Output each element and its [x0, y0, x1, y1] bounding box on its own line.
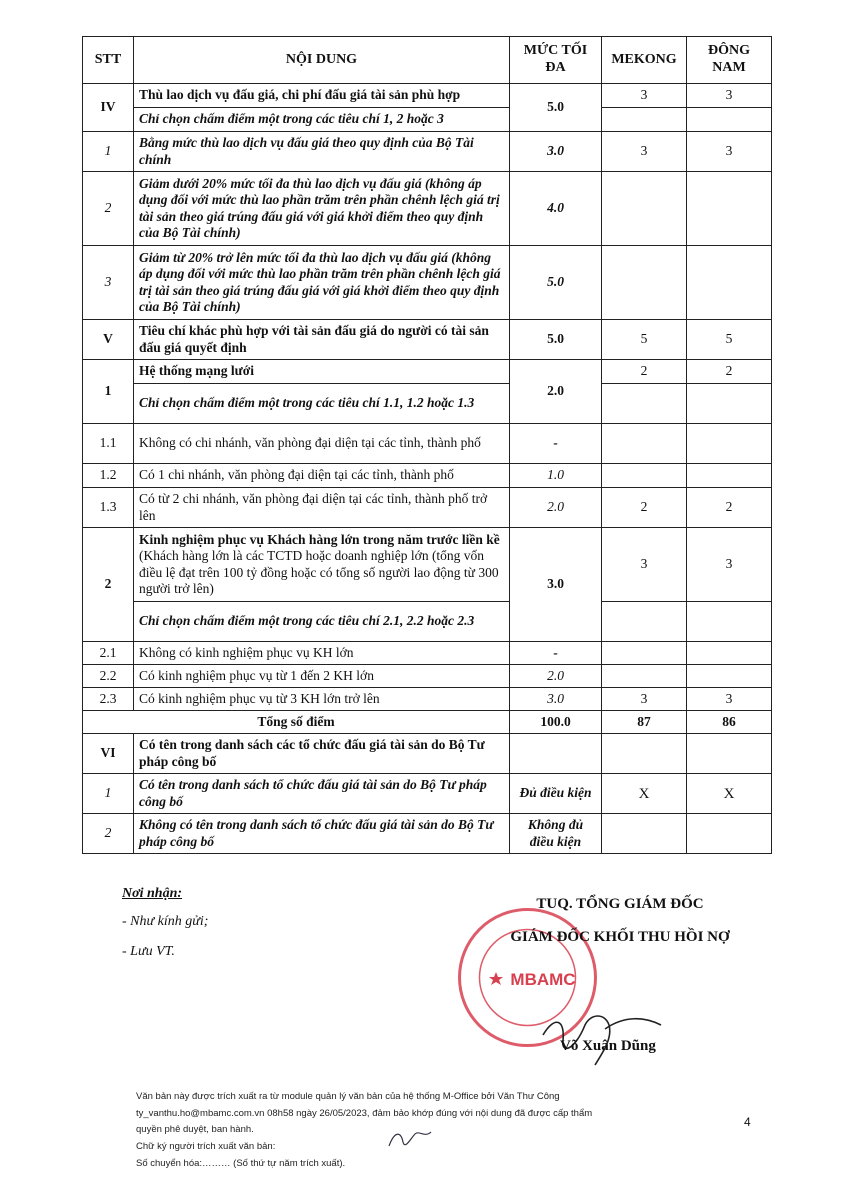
header-dongnam: ĐÔNG NAM [687, 37, 772, 84]
table-row [83, 108, 772, 132]
row-content: Có kinh nghiệm phục vụ từ 1 đến 2 KH lớn [134, 665, 510, 688]
row-stt: 1 [83, 360, 134, 424]
row-max: 5.0 [510, 84, 602, 132]
row-max: 2.0 [510, 360, 602, 424]
row-stt: 2 [83, 172, 134, 246]
row-content: Không có chi nhánh, văn phòng đại diện tại các tỉnh, thành phố [134, 424, 510, 464]
row-max: 4.0 [510, 172, 602, 246]
table-row [83, 734, 772, 774]
total-label: Tổng số điểm [83, 711, 510, 734]
signer-title-1: TUQ. TỔNG GIÁM ĐỐC [536, 896, 704, 912]
table-row [83, 688, 772, 711]
footer-line: Văn bản này được trích xuất ra từ module quản lý văn bản của hệ thống M-Office bởi Văn Thư Công [136, 1091, 560, 1102]
row-content: Thù lao dịch vụ đấu giá, chi phí đấu giá tài sản phù hợp [134, 84, 510, 108]
header-mekong: MEKONG [602, 37, 687, 84]
row-stt: 2 [83, 528, 134, 642]
row-mekong [602, 814, 687, 854]
row-mekong: 3 [602, 84, 687, 108]
total-mekong: 87 [602, 711, 687, 734]
row-dongnam: X [687, 774, 772, 814]
row-stt: VI [83, 734, 134, 774]
recipient-item: - Lưu VT. [122, 944, 175, 959]
row-content-rest: (Khách hàng lớn là các TCTD hoặc doanh nghiệp lớn (tổng vốn điều lệ đạt trên 100 tỷ đồng hoặc có tổng số người lao động từ 300 người trở lên) [139, 548, 499, 596]
row-dongnam [687, 108, 772, 132]
row-mekong: 2 [602, 360, 687, 384]
total-max: 100.0 [510, 711, 602, 734]
table-row [83, 642, 772, 665]
footer-line: quyền phê duyệt, ban hành. [136, 1124, 254, 1136]
seal-brand: MBAMC [510, 970, 576, 989]
row-mekong [602, 172, 687, 246]
row-mekong [602, 108, 687, 132]
row-dongnam [687, 424, 772, 464]
table-row [83, 464, 772, 488]
table-row [83, 246, 772, 320]
table-row [83, 424, 772, 464]
row-dongnam: 5 [687, 320, 772, 360]
recipient-item: - Như kính gửi; [122, 914, 209, 929]
row-mekong [602, 665, 687, 688]
row-max: - [510, 424, 602, 464]
table-row [83, 528, 772, 602]
row-mekong [602, 384, 687, 424]
row-dongnam [687, 464, 772, 488]
row-mekong [602, 602, 687, 642]
row-note: Chỉ chọn chấm điểm một trong các tiêu chí 2.1, 2.2 hoặc 2.3 [134, 602, 510, 642]
row-max [510, 734, 602, 774]
row-mekong: 3 [602, 688, 687, 711]
table-row [83, 814, 772, 854]
row-content: Có từ 2 chi nhánh, văn phòng đại diện tại các tỉnh, thành phố trở lên [134, 488, 510, 528]
row-content: Không có tên trong danh sách tổ chức đấu giá tài sản do Bộ Tư pháp công bố [134, 814, 510, 854]
row-stt: 1.3 [83, 488, 134, 528]
footer-line: Số chuyển hóa:……… (Số thứ tự năm trích xuất). [136, 1157, 346, 1169]
row-mekong [602, 642, 687, 665]
recipients-title: Nơi nhận: [122, 886, 183, 901]
row-mekong: 3 [602, 528, 687, 602]
row-content: Không có kinh nghiệm phục vụ KH lớn [134, 642, 510, 665]
row-dongnam: 3 [687, 528, 772, 602]
row-dongnam [687, 642, 772, 665]
extractor-signature-icon [385, 1124, 435, 1154]
row-note: Chỉ chọn chấm điểm một trong các tiêu chí 1.1, 1.2 hoặc 1.3 [134, 384, 510, 424]
header-content: NỘI DUNG [134, 37, 510, 84]
row-dongnam: 3 [687, 132, 772, 172]
table-row [83, 384, 772, 424]
row-stt: IV [83, 84, 134, 132]
row-max: Đủ điều kiện [510, 774, 602, 814]
row-max: 5.0 [510, 246, 602, 320]
header-max: MỨC TỐI ĐA [510, 37, 602, 84]
table-row [83, 320, 772, 360]
table-row [83, 172, 772, 246]
table-row [83, 774, 772, 814]
row-mekong [602, 734, 687, 774]
row-mekong: 2 [602, 488, 687, 528]
score-table [82, 36, 772, 854]
row-stt: 2 [83, 814, 134, 854]
row-max: Không đủ điều kiện [510, 814, 602, 854]
row-content: Bằng mức thù lao dịch vụ đấu giá theo quy định của Bộ Tài chính [134, 132, 510, 172]
row-max: 1.0 [510, 464, 602, 488]
row-dongnam [687, 602, 772, 642]
row-content: Có tên trong danh sách tổ chức đấu giá tài sản do Bộ Tư pháp công bố [134, 774, 510, 814]
page-number: 4 [744, 1115, 751, 1129]
row-content: Hệ thống mạng lưới [134, 360, 510, 384]
row-mekong [602, 424, 687, 464]
table-row [83, 602, 772, 642]
row-stt: 1 [83, 774, 134, 814]
row-stt: V [83, 320, 134, 360]
total-dongnam: 86 [687, 711, 772, 734]
table-row [83, 665, 772, 688]
row-stt: 1.2 [83, 464, 134, 488]
row-content [134, 528, 510, 602]
signer-name: Võ Xuân Dũng [560, 1038, 656, 1054]
row-dongnam [687, 384, 772, 424]
row-dongnam [687, 665, 772, 688]
row-note: Chỉ chọn chấm điểm một trong các tiêu chí 1, 2 hoặc 3 [134, 108, 510, 132]
total-row [83, 711, 772, 734]
row-mekong: X [602, 774, 687, 814]
row-stt: 2.1 [83, 642, 134, 665]
table-row [83, 132, 772, 172]
signer-title-2: GIÁM ĐỐC KHỐI THU HỒI NỢ [510, 929, 730, 945]
footer-line: ty_vanthu.ho@mbamc.com.vn 08h58 ngày 26/05/2023, đảm bảo khớp đúng với nội dung đã được cấp thẩm [136, 1107, 593, 1119]
row-content-bold: Kinh nghiệm phục vụ Khách hàng lớn trong năm trước liền kề [139, 532, 500, 548]
row-max: 3.0 [510, 688, 602, 711]
header-stt: STT [83, 37, 134, 84]
row-max: 2.0 [510, 488, 602, 528]
table-row [83, 360, 772, 384]
row-dongnam: 3 [687, 84, 772, 108]
row-stt: 3 [83, 246, 134, 320]
table-row [83, 488, 772, 528]
table-row [83, 84, 772, 108]
row-dongnam: 3 [687, 688, 772, 711]
row-max: 3.0 [510, 528, 602, 642]
row-mekong [602, 246, 687, 320]
row-content: Giảm từ 20% trở lên mức tối đa thù lao dịch vụ đấu giá (không áp dụng đối với mức thù lao phần trăm trên phần chênh lệch giá trị tài sản theo giá trúng đấu giá với giá khởi điểm theo quy định của Bộ Tài chính) [134, 246, 510, 320]
row-content: Giảm dưới 20% mức tối đa thù lao dịch vụ đấu giá (không áp dụng đối với mức thù lao phần trăm trên phần chênh lệch giá trị tài sản theo giá trúng đấu giá với giá khởi điểm theo quy định của Bộ Tài chính) [134, 172, 510, 246]
row-stt: 1 [83, 132, 134, 172]
row-mekong: 5 [602, 320, 687, 360]
row-mekong: 3 [602, 132, 687, 172]
row-max: - [510, 642, 602, 665]
row-mekong [602, 464, 687, 488]
footer-line: Chữ ký người trích xuất văn bản: [136, 1140, 276, 1152]
row-dongnam [687, 172, 772, 246]
row-stt: 1.1 [83, 424, 134, 464]
row-dongnam [687, 814, 772, 854]
seal-star-icon [489, 972, 503, 985]
row-dongnam: 2 [687, 488, 772, 528]
row-max: 5.0 [510, 320, 602, 360]
row-max: 3.0 [510, 132, 602, 172]
header-row [83, 37, 772, 84]
signature-block [470, 896, 770, 946]
row-content: Tiêu chí khác phù hợp với tài sản đấu giá do người có tài sản đấu giá quyết định [134, 320, 510, 360]
handwritten-signature-icon [535, 995, 675, 1075]
row-dongnam: 2 [687, 360, 772, 384]
row-stt: 2.3 [83, 688, 134, 711]
row-dongnam [687, 734, 772, 774]
row-content: Có kinh nghiệm phục vụ từ 3 KH lớn trở lên [134, 688, 510, 711]
row-content: Có 1 chi nhánh, văn phòng đại diện tại các tỉnh, thành phố [134, 464, 510, 488]
row-stt: 2.2 [83, 665, 134, 688]
recipients-block [122, 886, 208, 974]
row-content: Có tên trong danh sách các tổ chức đấu giá tài sản do Bộ Tư pháp công bố [134, 734, 510, 774]
row-dongnam [687, 246, 772, 320]
row-max: 2.0 [510, 665, 602, 688]
